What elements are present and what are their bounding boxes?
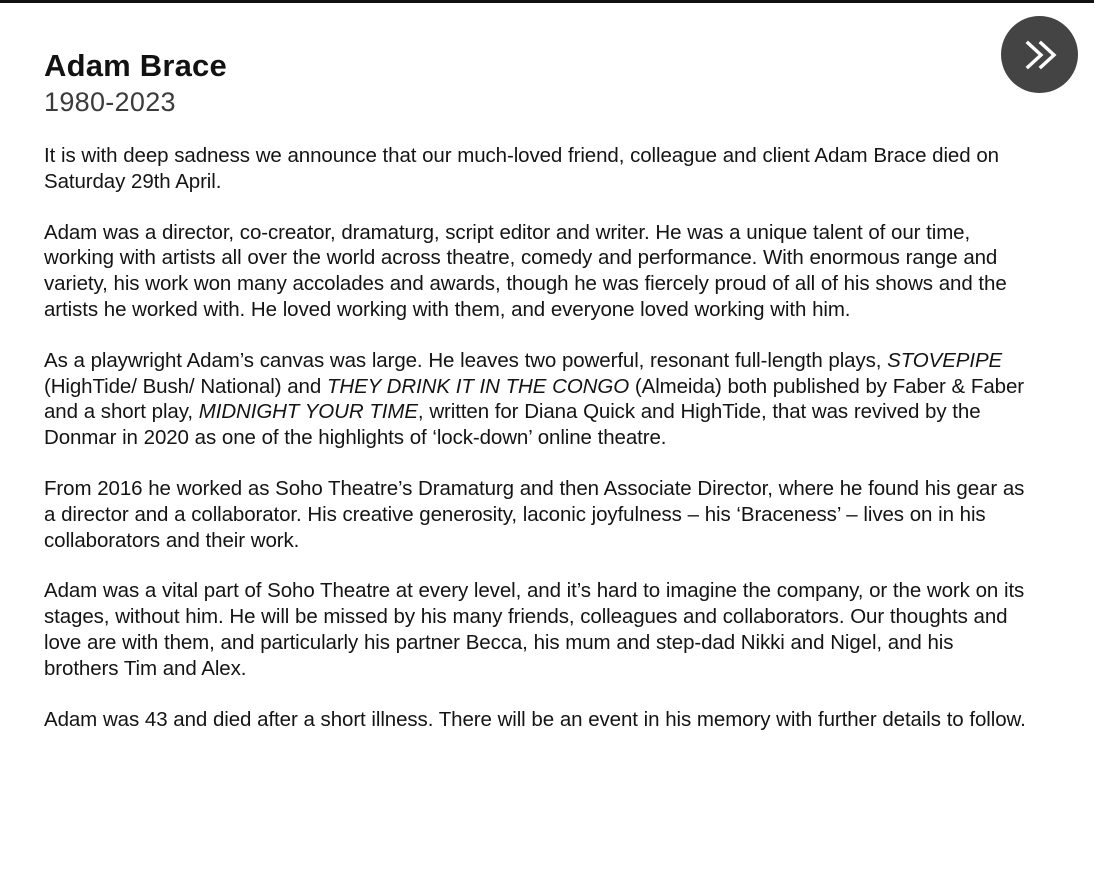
play-title: MIDNIGHT YOUR TIME bbox=[198, 400, 418, 424]
article-paragraph bbox=[44, 348, 1029, 451]
double-chevron-right-icon bbox=[1020, 38, 1060, 72]
article-paragraph bbox=[44, 143, 1029, 195]
article-body bbox=[44, 143, 1029, 732]
text-run: From 2016 he worked as Soho Theatre’s Dramaturg and then Associate Director, where he found his gear as a director and a collaborator. His creative generosity, laconic joyfulness – his ‘Braceness’ – lives on in his collaborators and their work. bbox=[44, 476, 1025, 552]
article-paragraph bbox=[44, 476, 1029, 553]
life-dates: 1980-2023 bbox=[44, 87, 176, 117]
article-content bbox=[44, 48, 1029, 732]
play-title: THEY DRINK IT IN THE CONGO bbox=[326, 374, 630, 398]
text-run: (HighTide/ Bush/ National) and bbox=[44, 374, 327, 398]
text-run: Adam was a director, co-creator, dramaturg, script editor and writer. He was a unique talent of our time, working with artists all over the world across theatre, comedy and performance. With enormous range and variety, his work won many accolades and awards, though he was fiercely proud of all of his shows and the artists he worked with. He loved working with them, and everyone loved working with him. bbox=[44, 220, 1007, 321]
next-button[interactable] bbox=[1001, 16, 1078, 93]
text-run: (Almeida) both published by Faber & Faber and a short play, bbox=[44, 374, 1024, 424]
text-run: Adam was a vital part of Soho Theatre at every level, and it’s hard to imagine the company, or the work on its stages, without him. He will be missed by his many friends, colleagues and collaborators. Our thoughts and love are with them, and particularly his partner Becca, his mum and step-dad Nikki and Nigel, and his brothers Tim and Alex. bbox=[44, 579, 1025, 680]
article-paragraph bbox=[44, 707, 1029, 733]
text-run: As a playwright Adam’s canvas was large. He leaves two powerful, resonant full-length plays, bbox=[44, 348, 888, 372]
article-paragraph bbox=[44, 220, 1029, 323]
text-run: It is with deep sadness we announce that our much-loved friend, colleague and client Adam Brace died on Saturday 29th April. bbox=[44, 144, 999, 193]
play-title: STOVEPIPE bbox=[887, 348, 1003, 372]
text-run: Adam was 43 and died after a short illness. There will be an event in his memory with further details to follow. bbox=[44, 707, 1026, 731]
text-run: , written for Diana Quick and HighTide, that was revived by the Donmar in 2020 as one of the highlights of ‘lock-down’ online theatre. bbox=[44, 400, 981, 450]
article-paragraph bbox=[44, 578, 1029, 681]
obituary-page bbox=[0, 3, 1094, 894]
page-title: Adam Brace bbox=[44, 48, 227, 83]
